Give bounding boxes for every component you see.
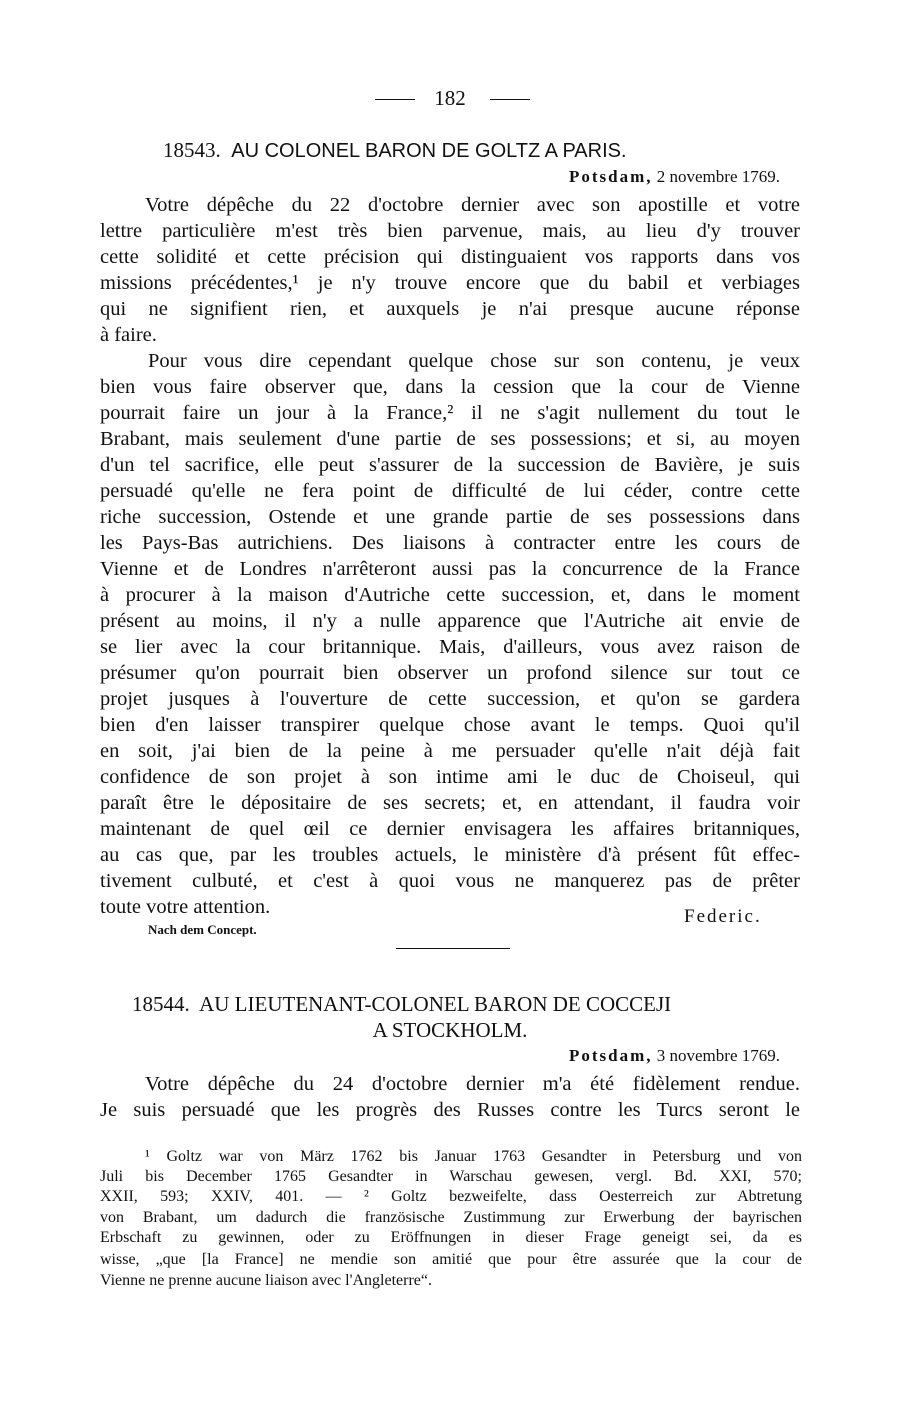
body-line: Pour vous dire cependant quelque chose sur son contenu, je veux xyxy=(148,350,800,372)
body-line: Je suis persuadé que les progrès des Russes contre les Turcs seront le xyxy=(100,1099,800,1121)
dateline-date: 3 novembre 1769. xyxy=(656,1046,780,1065)
body-line: missions précédentes,¹ je n'y trouve encore que du babil et verbiages xyxy=(100,272,800,294)
page-number: 182 xyxy=(434,86,466,110)
body-line: se lier avec la cour britannique. Mais, d'ailleurs, vous avez raison de xyxy=(100,636,800,658)
footnote-line: Erbschaft zu gewinnen, oder zu Eröffnungen in dieser Frage geneigt sei, da es xyxy=(100,1229,802,1246)
body-line: Vienne et de Londres n'arrêteront aussi pas la concurrence de la France xyxy=(100,558,800,580)
dateline-place: Potsdam, xyxy=(568,167,653,186)
body-line: bien vous faire observer que, dans la cession que la cour de Vienne xyxy=(100,376,800,398)
body-line: Votre dépêche du 24 d'octobre dernier m'a été fidèlement rendue. xyxy=(145,1073,800,1095)
dateline-place: Potsdam, xyxy=(568,1046,653,1065)
letter-number: 18544. xyxy=(132,992,190,1016)
body-line: paraît être le dépositaire de ses secrets; et, en attendant, il faudra voir xyxy=(100,792,800,814)
body-line: à procurer à la maison d'Autriche cette succession, et, dans le moment xyxy=(100,584,800,606)
body-line: maintenant de quel œil ce dernier envisagera les affaires britanniques, xyxy=(100,818,800,840)
body-line: les Pays-Bas autrichiens. Des liaisons à contracter entre les cours de xyxy=(100,532,800,554)
body-line: riche succession, Ostende et une grande partie de ses possessions dans xyxy=(100,506,800,528)
body-line: en soit, j'ai bien de la peine à me persuader qu'elle n'ait déjà fait xyxy=(100,740,800,762)
body-line: à faire. xyxy=(100,324,157,346)
body-line: persuadé qu'elle ne fera point de difficulté de lui céder, contre cette xyxy=(100,480,800,502)
footnote-line: Vienne ne prenne aucune liaison avec l'Angleterre“. xyxy=(100,1272,432,1289)
body-line: tivement culbuté, et c'est à quoi vous ne manquerez pas de prêter xyxy=(100,870,800,892)
body-line: projet jusques à l'ouverture de cette succession, et qu'on se gardera xyxy=(100,688,800,710)
letter-title: AU COLONEL BARON DE GOLTZ A PARIS. xyxy=(231,140,627,162)
body-line: qui ne signifient rien, et auxquels je n'ai presque aucune réponse xyxy=(100,298,800,320)
body-line: au cas que, par les troubles actuels, le ministère d'à présent fût effec- xyxy=(100,844,800,866)
header-rule-left xyxy=(375,99,415,100)
letter-heading xyxy=(132,992,812,1017)
signature: Federic. xyxy=(684,906,762,927)
letter-heading xyxy=(163,138,783,163)
header-rule-right xyxy=(490,99,530,100)
body-line: lettre particulière m'est très bien parvenue, mais, au lieu d'y trouver xyxy=(100,220,800,242)
body-line: présent au moins, il n'y a nulle apparence que l'Autriche ait envie de xyxy=(100,610,800,632)
body-line: d'un tel sacrifice, elle peut s'assurer de la succession de Bavière, je suis xyxy=(100,454,800,476)
letter-title-continued: A STOCKHOLM. xyxy=(372,1018,528,1042)
body-line: bien d'en laisser transpirer quelque chose avant le temps. Quoi qu'il xyxy=(100,714,800,736)
body-line: Votre dépêche du 22 d'octobre dernier avec son apostille et votre xyxy=(145,194,800,216)
letter-number: 18543. xyxy=(163,138,221,162)
section-divider xyxy=(396,948,510,949)
body-line: pourrait faire un jour à la France,² il ne s'agit nullement du tout le xyxy=(100,402,800,424)
body-line: toute votre attention. xyxy=(100,896,271,918)
footnote-line: von Brabant, um dadurch die französische Zustimmung zur Erwerbung der bayrischen xyxy=(100,1209,802,1226)
body-line: cette solidité et cette précision qui distinguaient vos rapports dans vos xyxy=(100,246,800,268)
footnote-line: XXII, 593; XXIV, 401. — ² Goltz bezweifelte, dass Oesterreich zur Abtretung xyxy=(100,1188,802,1205)
body-line: confidence de son projet à son intime ami le duc de Choiseul, qui xyxy=(100,766,800,788)
footnote-line: Juli bis December 1765 Gesandter in Warschau gewesen, vergl. Bd. XXI, 570; xyxy=(100,1168,802,1185)
body-line: présumer qu'on pourrait bien observer un profond silence sur tout ce xyxy=(100,662,800,684)
letter-dateline xyxy=(569,167,780,187)
footnote-line: ¹ Goltz war von März 1762 bis Januar 1763 Gesandter in Petersburg und von xyxy=(145,1148,802,1165)
footnote-line: wisse, „que [la France] ne mendie son amitié que pour être assurée que la cour de xyxy=(100,1251,802,1268)
letter-title: AU LIEUTENANT-COLONEL BARON DE COCCEJI xyxy=(199,992,672,1016)
dateline-date: 2 novembre 1769. xyxy=(656,167,780,186)
body-line: Brabant, mais seulement d'une partie de ses possessions; et si, au moyen xyxy=(100,428,800,450)
source-note: Nach dem Concept. xyxy=(148,922,257,937)
letter-dateline xyxy=(569,1046,780,1066)
